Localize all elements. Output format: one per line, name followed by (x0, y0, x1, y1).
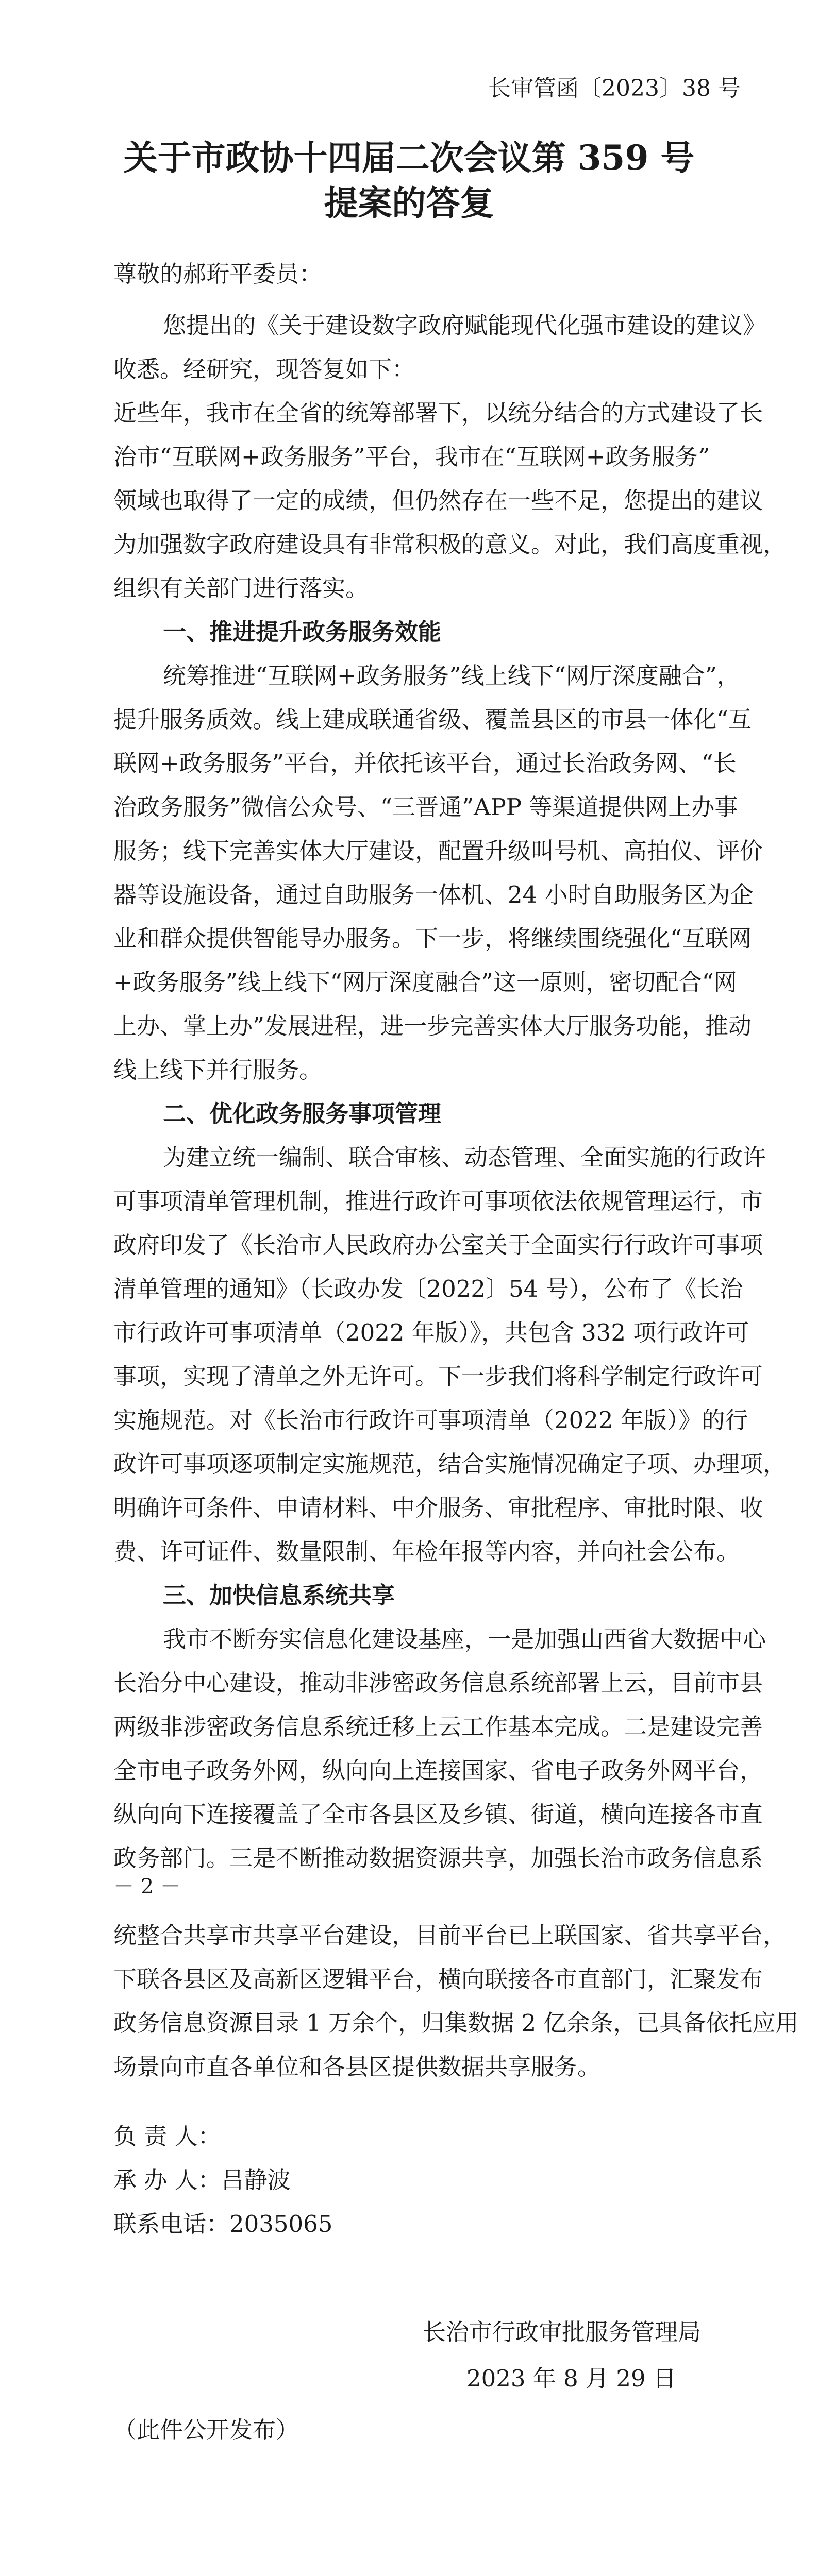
text-line: 线上线下并行服务。 (113, 1056, 323, 1083)
text-line: 您提出的《关于建设数字政府赋能现代化强市建设的建议》 (163, 312, 766, 339)
contact-phone: 联系电话：2035065 (113, 2210, 333, 2238)
text-line: 政务信息资源目录 1 万余个，归集数据 2 亿余条，已具备依托应用 (113, 2009, 799, 2037)
text-line: 联网+政务服务”平台，并依托该平台，通过长治政务网、“长 (113, 750, 737, 777)
text-line: 事项，实现了清单之外无许可。下一步我们将科学制定行政许可 (113, 1363, 763, 1390)
text-line: 收悉。经研究，现答复如下： (113, 355, 415, 383)
document-title: 关于市政协十四届二次会议第 359 号 (123, 138, 695, 178)
text-line: 清单管理的通知》（长政办发〔2022〕54 号），公布了《长治 (113, 1275, 743, 1302)
text-line: 长治分中心建设，推动非涉密政务信息系统部署上云，目前市县 (113, 1669, 763, 1697)
text-line: 费、许可证件、数量限制、年检年报等内容，并向社会公布。 (113, 1538, 740, 1565)
text-line: 实施规范。对《长治市行政许可事项清单（2022 年版）》的行 (113, 1406, 748, 1434)
text-line: 服务；线下完善实体大厅建设，配置升级叫号机、高拍仪、评价 (113, 837, 763, 865)
page-number: － 2 － (113, 1875, 181, 1899)
section-heading: 二、优化政务服务事项管理 (163, 1100, 442, 1127)
text-line: +政务服务”线上线下“网厅深度融合”这一原则，密切配合“网 (113, 969, 737, 996)
handler: 承 办 人：吕静波 (113, 2166, 291, 2194)
text-line: 为建立统一编制、联合审核、动态管理、全面实施的行政许 (163, 1144, 766, 1171)
text-line: 明确许可条件、申请材料、中介服务、审批程序、审批时限、收 (113, 1494, 763, 1521)
text-line: 业和群众提供智能导办服务。下一步，将继续围绕强化“互联网 (113, 925, 752, 952)
text-line: 我市不断夯实信息化建设基座，一是加强山西省大数据中心 (163, 1625, 766, 1653)
text-line: 下联各县区及高新区逻辑平台，横向联接各市直部门，汇聚发布 (113, 1965, 763, 1993)
text-line: 为加强数字政府建设具有非常积极的意义。对此，我们高度重视， (113, 531, 787, 558)
section-heading: 三、加快信息系统共享 (163, 1582, 395, 1609)
text-line: 器等设施设备，通过自助服务一体机、24 小时自助服务区为企 (113, 881, 754, 908)
text-line: 治政务服务”微信公众号、“三晋通”APP 等渠道提供网上办事 (113, 793, 738, 821)
text-line: 领域也取得了一定的成绩，但仍然存在一些不足，您提出的建议 (113, 487, 763, 514)
document-number: 长审管函〔2023〕38 号 (488, 75, 741, 101)
text-line: 提升服务质效。线上建成联通省级、覆盖县区的市县一体化“互 (113, 706, 752, 733)
text-line: 纵向向下连接覆盖了全市各县区及乡镇、街道，横向连接各市直 (113, 1801, 763, 1828)
document-title: 提案的答复 (324, 183, 494, 223)
greeting: 尊敬的郝珩平委员： (113, 260, 323, 287)
text-line: 上办、掌上办”发展进程，进一步完善实体大厅服务功能，推动 (113, 1012, 752, 1040)
text-line: 场景向市直各单位和各县区提供数据共享服务。 (113, 2053, 601, 2080)
text-line: 政务部门。三是不断推动数据资源共享，加强长治市政务信息系 (113, 1844, 763, 1872)
text-line: 可事项清单管理机制，推进行政许可事项依法依规管理运行，市 (113, 1188, 763, 1215)
publish-note: （此件公开发布） (113, 2416, 299, 2444)
section-heading: 一、推进提升政务服务效能 (163, 618, 442, 646)
text-line: 政许可事项逐项制定实施规范，结合实施情况确定子项、办理项， (113, 1450, 787, 1478)
text-line: 治市“互联网+政务服务”平台，我市在“互联网+政务服务” (113, 443, 710, 470)
text-line: 组织有关部门进行落实。 (113, 574, 369, 602)
text-line: 政府印发了《长治市人民政府办公室关于全面实行行政许可事项 (113, 1231, 763, 1259)
text-line: 市行政许可事项清单（2022 年版）》，共包含 332 项行政许可 (113, 1319, 749, 1346)
text-line: 两级非涉密政务信息系统迁移上云工作基本完成。二是建设完善 (113, 1713, 763, 1740)
signature-org: 长治市行政审批服务管理局 (423, 2318, 702, 2346)
responsible-person: 负 责 人： (113, 2123, 221, 2150)
text-line: 近些年，我市在全省的统筹部署下，以统分结合的方式建设了长 (113, 399, 763, 427)
signature-date: 2023 年 8 月 29 日 (466, 2365, 676, 2392)
text-line: 统整合共享市共享平台建设，目前平台已上联国家、省共享平台， (113, 1922, 787, 1949)
text-line: 全市电子政务外网，纵向向上连接国家、省电子政务外网平台， (113, 1757, 763, 1784)
text-line: 统筹推进“互联网+政务服务”线上线下“网厅深度融合”， (163, 662, 740, 689)
